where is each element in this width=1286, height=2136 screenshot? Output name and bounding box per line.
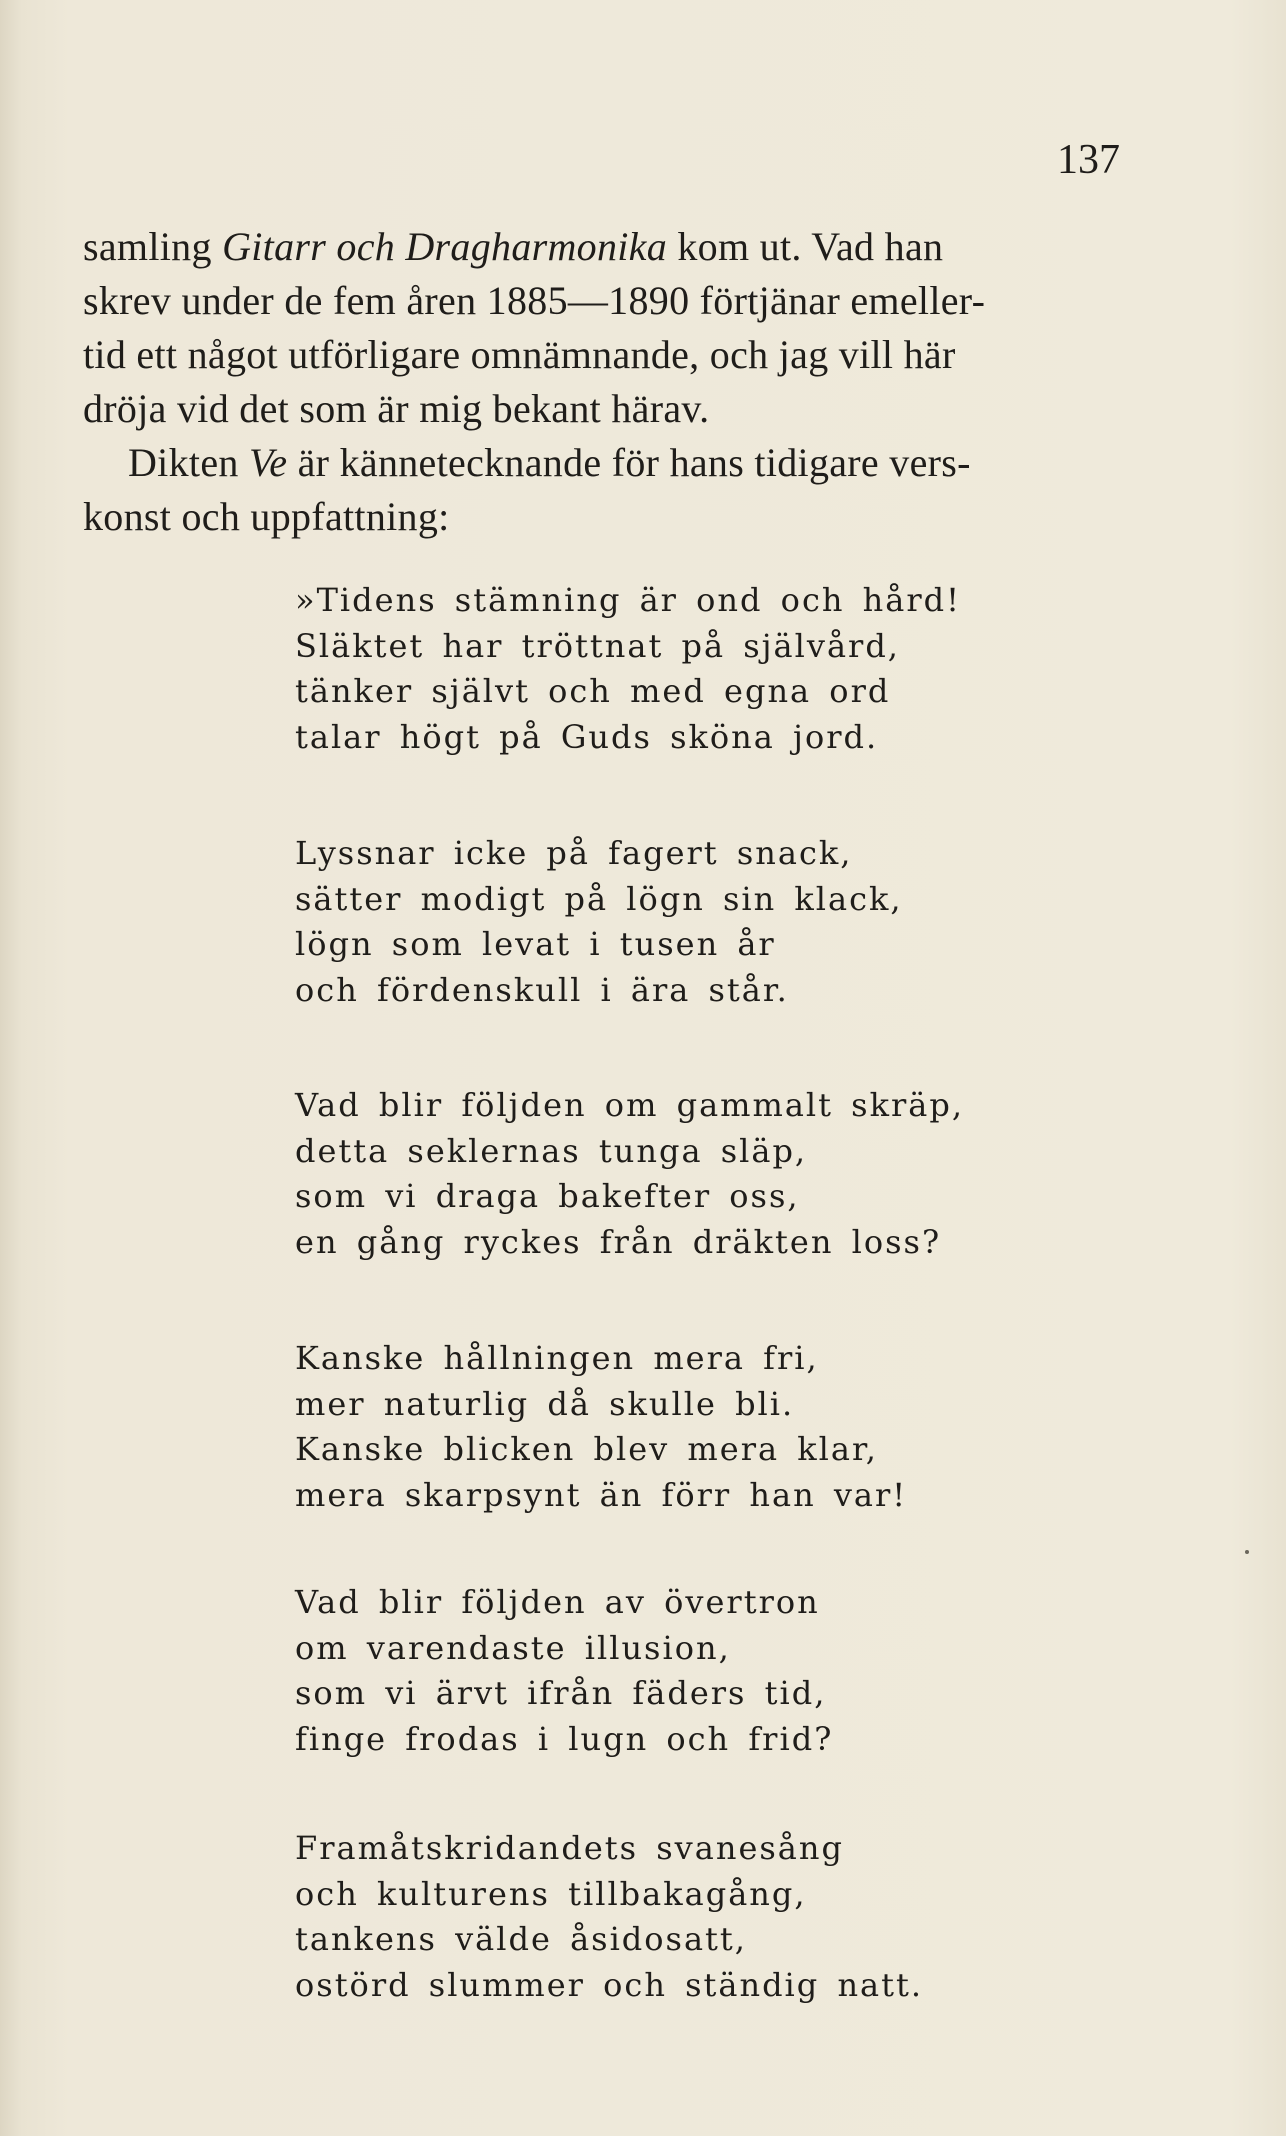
ink-speck bbox=[1245, 1550, 1249, 1554]
poem-stanza bbox=[295, 1580, 1095, 1762]
prose-text: samling bbox=[83, 224, 223, 269]
verse-line: lögn som levat i tusen år bbox=[295, 925, 776, 963]
verse-line: Vad blir följden av övertron bbox=[295, 1583, 820, 1621]
prose-paragraph bbox=[83, 220, 1183, 544]
verse-line: en gång ryckes från dräkten loss? bbox=[295, 1222, 942, 1261]
prose-text: kom ut. Vad han bbox=[667, 224, 944, 269]
prose-line: tid ett något utförligare omnämnande, och jag vill här bbox=[83, 332, 956, 377]
poem-title: Ve bbox=[248, 440, 288, 485]
page-number: 137 bbox=[1057, 137, 1120, 183]
prose-text: är kännetecknande för hans tidigare vers- bbox=[287, 440, 971, 485]
verse-line: Kanske blicken blev mera klar, bbox=[295, 1430, 878, 1468]
verse-line: om varendaste illusion, bbox=[295, 1628, 731, 1667]
verse-line: detta seklernas tunga släp, bbox=[295, 1131, 808, 1170]
verse-line: mera skarpsynt än förr han var! bbox=[295, 1475, 908, 1514]
poem-stanza bbox=[295, 578, 1095, 760]
verse-line: Släktet har tröttnat på självård, bbox=[295, 626, 900, 665]
verse-line: finge frodas i lugn och frid? bbox=[295, 1719, 834, 1758]
verse-line: och fördenskull i ära står. bbox=[295, 970, 789, 1009]
verse-line: sätter modigt på lögn sin klack, bbox=[295, 879, 903, 918]
verse-line: och kulturens tillbakagång, bbox=[295, 1874, 807, 1913]
verse-line: »Tidens stämning är ond och hård! bbox=[295, 581, 961, 619]
verse-line: talar högt på Guds sköna jord. bbox=[295, 717, 879, 756]
verse-line: som vi ärvt ifrån fäders tid, bbox=[295, 1674, 827, 1712]
prose-text: Dikten bbox=[128, 440, 249, 485]
prose-line: konst och uppfattning: bbox=[83, 494, 450, 539]
poem-stanza bbox=[295, 1336, 1095, 1518]
verse-line: som vi draga bakefter oss, bbox=[295, 1177, 800, 1215]
prose-line: dröja vid det som är mig bekant härav. bbox=[83, 386, 710, 431]
verse-line: ostörd slummer och ständig natt. bbox=[295, 1965, 924, 2004]
prose-line bbox=[83, 220, 1183, 274]
book-title: Gitarr och Dragharmonika bbox=[222, 224, 668, 269]
prose-line bbox=[83, 436, 1183, 490]
poem-stanza bbox=[295, 831, 1095, 1013]
prose-line: skrev under de fem åren 1885—1890 förtjänar emeller- bbox=[83, 278, 986, 323]
verse-line: mer naturlig då skulle bli. bbox=[295, 1384, 795, 1423]
verse-line: tankens välde åsidosatt, bbox=[295, 1920, 747, 1958]
verse-line: Kanske hållningen mera fri, bbox=[295, 1339, 819, 1377]
verse-line: tänker självt och med egna ord bbox=[295, 672, 891, 710]
verse-line: Lyssnar icke på fagert snack, bbox=[295, 834, 853, 872]
verse-line: Framåtskridandets svanesång bbox=[295, 1829, 844, 1867]
poem-stanza bbox=[295, 1083, 1095, 1265]
verse-line: Vad blir följden om gammalt skräp, bbox=[295, 1086, 965, 1124]
poem-stanza bbox=[295, 1826, 1095, 2008]
